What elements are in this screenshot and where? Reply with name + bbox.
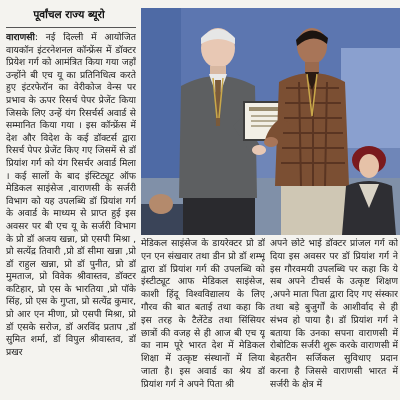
byline-rule: [6, 27, 136, 28]
byline: पूर्वांचल राज्य ब्यूरो: [33, 9, 105, 21]
award-photo: [141, 8, 400, 235]
article-column-3: अपने छोटे भाई डॉक्टर प्रांजल गर्ग को दिया इस अवसर पर डॉ प्रियांश गर्ग ने इस गौरवमयी उपलब्धि पर कहा कि ये सब अपने टीचर्स के उत्कृष्ट शिक्षण ,अपने माता पिता द्वारा दिए गए संस्कार तथा बड़े बुजुर्गों के आशीर्वाद से ही संभव हो पाया है। डॉ प्रियांश गर्ग ने बताया कि उनका सपना वाराणसी में रोबोटिक सर्जरी शुरू करके वाराणसी में बेहतरीन सर्जिकल सुविधाए प्रदान करना है जिससे वाराणसी भारत में सर्जरी के क्षेत्र में: [270, 238, 398, 390]
dateline: वाराणसी: [6, 32, 35, 43]
article-column-2: मेडिकल साइंसेज के डायरेक्टर प्रो डॉ एन एन संखवार तथा डीन प्रो डॉ शम्भू द्वारा डॉ प्रियांश गर्ग की उपलब्धि को इंस्टीट्यूट आफ मेडिकल साइंसेज, काशी हिंदू विश्वविद्यालय के लिए गौरव की बात बताई तथा कहा कि इस तरह के टैलेंटेड तथा सिंसियर छात्रों की वजह से ही आज बी एच यू का नाम पूरे भारत देश में मेडिकल शिक्षा में उत्कृष्ट संस्थानों में लिया जाता है। इस अवार्ड का श्रेय डॉ प्रियांश गर्ग ने अपने पिता श्री: [141, 238, 265, 390]
article-text-1: : नई दिल्ली में आयोजित वायकॉन इंटरनेशनल कॉन्फ्रेंस में डॉक्टर प्रियेश गर्ग को आमंत्रित किया गया जहाँ उन्होंने बी एच यू का प्रतिनिधित्व करते हुए इंटरफेरॉन का वेरीकोज वेन्स पर प्रभाव के ऊपर रिसर्च पेपर प्रेजेंट किया जिसके लिए उन्हें यंग रिसर्चर्स अवार्ड से सम्मानित किया गया । इस कॉन्फ्रेंस में देश और विदेश के कई डॉक्टर्स द्वारा रिसर्च पेपर प्रेजेंट किए गए जिसमें से डॉ प्रियांश गर्ग को यंग रिसर्चर अवार्ड मिला । कई सालों के बाद इंस्टिट्यूट ऑफ मेडिकल साइंसेज ,वाराणसी के सर्जरी विभाग को यह उपलब्धि डॉ प्रियांश गर्ग के अवार्ड के माध्यम से प्राप्त हुई इस अवसर पर बी एच यू के सर्जरी विभाग के प्रो डॉ अजय खन्ना, प्रो एसपी मिश्रा , प्रो सत्येंद्र तिवारी ,प्रो डॉ सीमा खन्ना ,प्रो डॉ राहुल खन्ना, प्रो डॉ पुनीत, प्रो डॉ मुमताज, प्रो विवेक श्रीवास्तव, डॉक्टर कटिहार, प्रो एस के भारतिया ,प्रो पॉके सिंह, प्रो एस के गुप्ता, प्रो सत्येंद्र कुमार, प्रो आर एन मीणा, प्रो एसपी मिश्रा, प्रो डॉ एसके सरोज, डॉ अरविंद प्रताप ,डॉ सुमित शर्मा, डॉ विपुल श्रीवास्तव, डॉ प्रखर: [6, 32, 136, 358]
article-column-1: [6, 32, 136, 400]
